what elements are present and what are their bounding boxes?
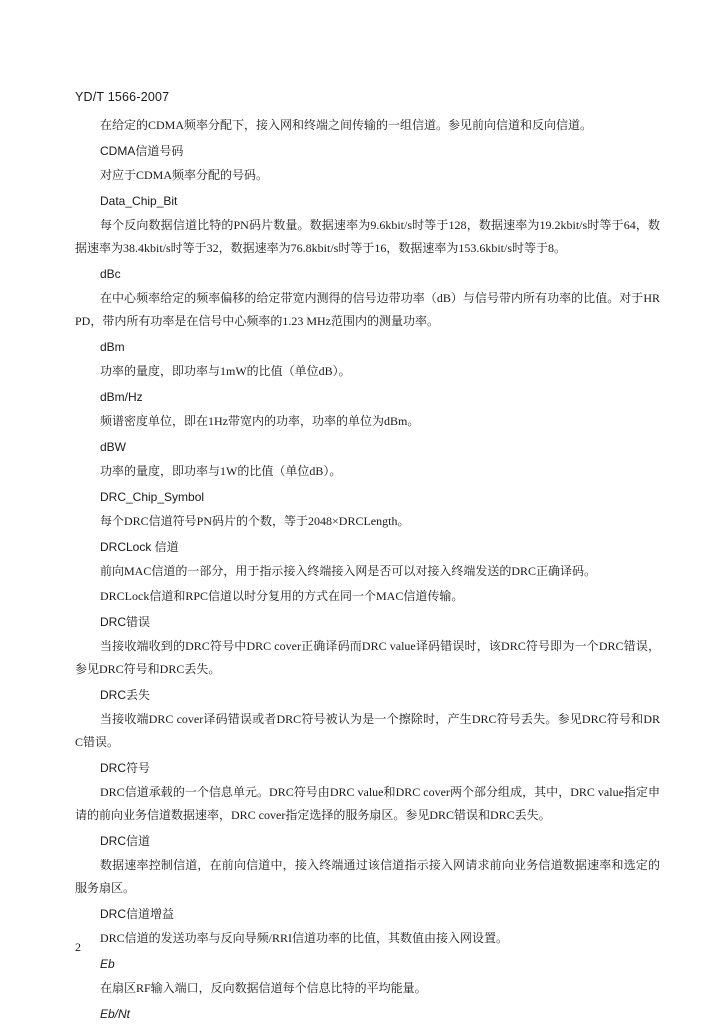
definition-text: 功率的量度，即功率与1W的比值（单位dB）。 [100,464,342,478]
term-heading: Eb [100,957,115,971]
definition-text: 每个DRC信道符号PN码片的个数，等于2048×DRCLength。 [100,514,410,528]
term-heading: DRC符号 [100,761,150,775]
term-heading: DRC信道 [100,834,150,848]
definition-text: 在扇区RF输入端口，反向数据信道每个信息比特的平均能量。 [100,981,427,995]
definition-text: 每个反向数据信道比特的PN码片数量。数据速率为9.6kbit/s时等于128，数据速率为19.2kbit/s时等于64，数据速率为38.4kbit/s时等于32，数据速率为76.8kbit/s时等于16，数据速率为153.6kbit/s时等于8。 [75,218,660,255]
document-id: YD/T 1566-2007 [75,90,170,104]
definition-text: 数据速率控制信道，在前向信道中，接入终端通过该信道指示接入网请求前向业务信道数据速率和选定的服务扇区。 [75,858,660,895]
term-heading: dBc [100,267,121,281]
term-heading: Eb/Nt [100,1007,131,1021]
definition-text: 在给定的CDMA频率分配下，接入网和终端之间传输的一组信道。参见前向信道和反向信道。 [100,118,593,132]
definition-text: 在中心频率给定的频率偏移的给定带宽内测得的信号边带功率（dB）与信号带内所有功率的比值。对于HRPD，带内所有功率是在信号中心频率的1.23 MHz范围内的测量功率。 [75,291,660,328]
term-heading: dBW [100,440,127,454]
term-heading: CDMA信道号码 [100,144,184,158]
term-heading: dBm/Hz [100,390,143,404]
definitions-body [75,114,660,1027]
definition-text: 对应于CDMA频率分配的号码。 [100,168,269,182]
term-heading: DRC_Chip_Symbol [100,490,205,504]
definition-text: 当接收端DRC cover译码错误或者DRC符号被认为是一个擦除时，产生DRC符号丢失。参见DRC符号和DRC错误。 [75,712,660,749]
definition-text: 功率的量度，即功率与1mW的比值（单位dB）。 [100,364,351,378]
page-number: 2 [75,940,81,954]
term-heading: DRC信道增益 [100,907,174,921]
term-heading: DRC丢失 [100,688,150,702]
term-heading: DRC错误 [100,615,150,629]
term-heading: dBm [100,340,125,354]
definition-text: DRC信道的发送功率与反向导频/RRI信道功率的比值，其数值由接入网设置。 [100,931,509,945]
definition-text: 前向MAC信道的一部分，用于指示接入终端接入网是否可以对接入终端发送的DRC正确译码。 [100,564,597,578]
definition-text: DRCLock信道和RPC信道以时分复用的方式在同一个MAC信道传输。 [100,589,464,603]
term-heading: DRCLock 信道 [100,540,179,554]
term-heading: Data_Chip_Bit [100,194,178,208]
definition-text: 频谱密度单位，即在1Hz带宽内的功率，功率的单位为dBm。 [100,414,420,428]
definition-text: 当接收端收到的DRC符号中DRC cover正确译码而DRC value译码错误时，该DRC符号即为一个DRC错误，参见DRC符号和DRC丢失。 [75,639,660,676]
definition-text: DRC信道承载的一个信息单元。DRC符号由DRC value和DRC cover两个部分组成，其中，DRC value指定申请的前向业务信道数据速率，DRC cover指定选择的服务扇区。参见DRC错误和DRC丢失。 [75,785,660,822]
